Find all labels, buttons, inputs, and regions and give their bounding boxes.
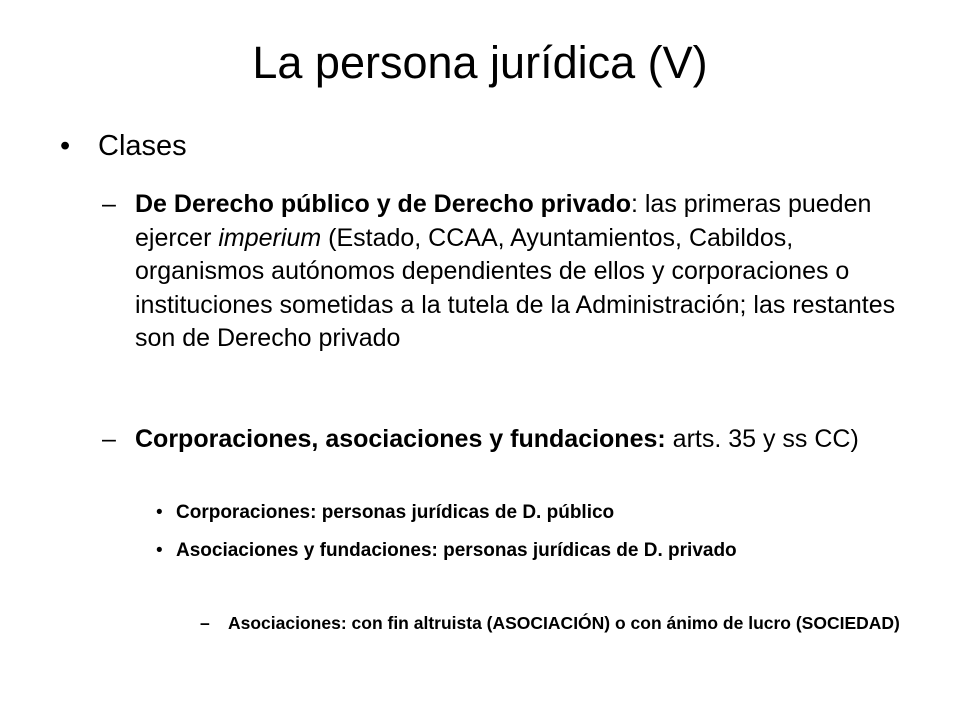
bullet-icon: • <box>60 130 71 162</box>
sub-item-text-part: : las primeras pueden ejercer <box>135 190 872 252</box>
sub-sub-item-text: Asociaciones y fundaciones: personas jurídicas de D. privado <box>176 540 737 561</box>
sub-item-text-part: (Estado, CCAA, Ayuntamientos, Cabildos, organismos autónomos dependientes de ellos y corporaciones o instituciones sometidas a la tutela de la Administración; las restantes son de Derecho privado <box>135 223 896 352</box>
bullet-icon: • <box>156 540 163 561</box>
sub-item-italic-term: imperium <box>218 223 322 252</box>
dash-icon: – <box>102 425 116 453</box>
sub-item-derecho-publico-privado <box>102 188 902 356</box>
dash-icon: – <box>200 613 210 633</box>
sub-sub-sub-item-asociaciones <box>200 610 905 636</box>
sub-sub-item-corporaciones <box>156 500 876 526</box>
sub-item-text-part: arts. 35 y ss CC) <box>665 425 859 453</box>
sub-sub-sub-item-text: Asociaciones: con fin altruista (ASOCIACIÓN) o con ánimo de lucro (SOCIEDAD) <box>228 613 900 633</box>
sub-item-bold-heading: De Derecho público y de Derecho privado <box>135 190 631 218</box>
sub-item-text <box>135 423 902 457</box>
sub-item-bold-heading: Corporaciones, asociaciones y fundaciones: <box>135 425 666 453</box>
bullet-icon: • <box>156 502 163 523</box>
sub-sub-item-text: Corporaciones: personas jurídicas de D. público <box>176 502 615 523</box>
sub-item-text <box>135 188 902 356</box>
slide-title: La persona jurídica (V) <box>252 37 708 88</box>
sub-sub-item-asociaciones-fundaciones <box>156 538 876 564</box>
dash-icon: – <box>102 190 116 218</box>
sub-item-corporaciones-asociaciones <box>102 423 902 457</box>
bullet-item-label: Clases <box>98 130 187 162</box>
bullet-item-clases <box>60 128 187 164</box>
